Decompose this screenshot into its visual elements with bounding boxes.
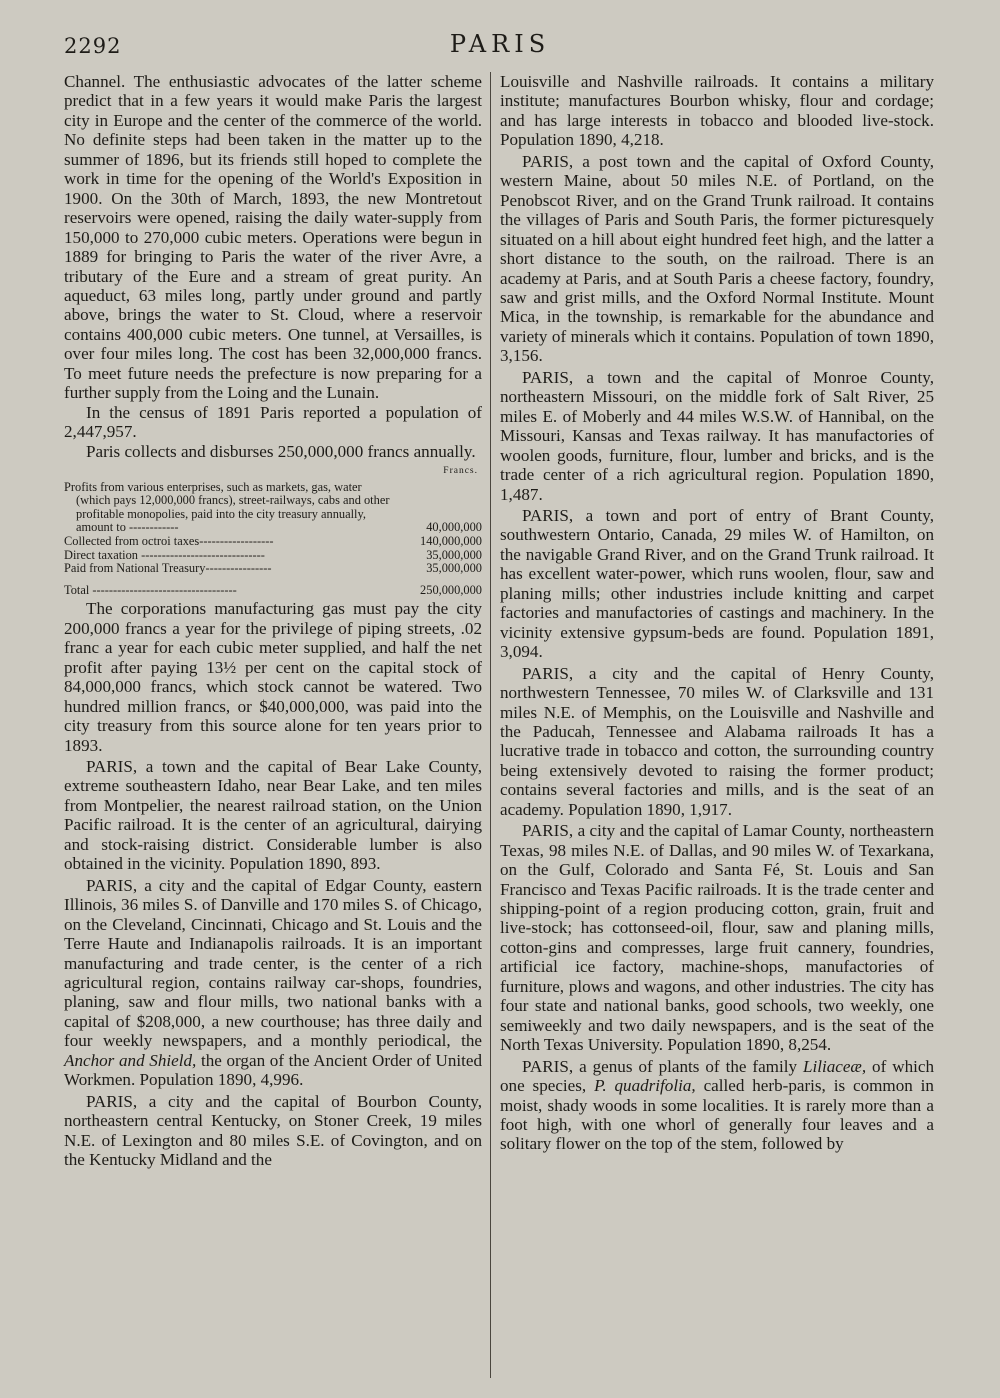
- entry-text: called herb-paris, is common in moist, shady woods in some localities. It is rarely more than a foot high, with one whorl of generally four leaves and a solitary flower on the top of the stem, followed by: [500, 1076, 934, 1154]
- right-column: [500, 72, 934, 1154]
- row-value: 35,000,000: [426, 547, 482, 562]
- row-label: Direct taxation ------------------------------: [64, 547, 265, 562]
- row-value: 35,000,000: [426, 561, 482, 576]
- entry-paris-texas: PARIS, a city and the capital of Lamar County, northeastern Texas, 98 miles N.E. of Dallas, and 90 miles W. of Texarkana, on the Gulf, Colorado and Santa Fé, St. Louis and San Francisco and Texas Pacific railroads. It is the trade center and shipping-point of a region producing cotton, grain, fruit and live-stock; has cottonseed-oil, flour, saw and planing mills, cotton-gins and compresses, large fruit cannery, foundries, artificial ice factory, machine-shops, manufactories of furniture, plows and wagons, and other industries. The city has four state and national banks, good schools, two weekly, one semiweekly and two daily newspapers, and is the seat of the North Texas University. Population 1890, 8,254.: [500, 821, 934, 1055]
- column-divider: [490, 72, 491, 1378]
- table-row: [64, 481, 482, 535]
- table-row: [64, 562, 482, 576]
- paragraph-gas: The corporations manufacturing gas must pay the city 200,000 francs a year for the privilege of piping streets, .02 franc a year for each cubic meter supplied, and half the net profit after paying 13½ per cent on the capital stock of 84,000,000 francs, which stock cannot be watered. Two hundred million francs, or $40,000,000, was paid into the city treasury from this source alone for ten years prior to 1893.: [64, 599, 482, 755]
- table-row: [64, 549, 482, 563]
- entry-paris-maine: PARIS, a post town and the capital of Oxford County, western Maine, about 50 miles N.E. of Portland, on the Penobscot River, and on the Grand Trunk railroad. It contains the villages of Paris and South Paris, the former picturesquely situated on a hill about eight hundred feet high, and the latter a short distance to the south, on the railroad. There is an academy at Paris, and at South Paris a cheese factory, foundry, saw and grist mills, and the Oxford Normal Institute. Mount Mica, in the township, is remarkable for the abundance and variety of minerals which it contains. Population of town 1890, 3,156.: [500, 151, 934, 366]
- row-label: Profits from various enterprises, such as markets, gas, water (which pays 12,000,000 francs), street-railways, cabs and other profitable monopolies, paid into the city treasury annually, amount to ------------: [64, 479, 390, 535]
- table-column-header: Francs.: [443, 466, 478, 477]
- family-name: Liliaceæ,: [802, 1056, 867, 1076]
- paragraph-census: In the census of 1891 Paris reported a population of 2,447,957.: [64, 402, 482, 442]
- row-value: 140,000,000: [420, 534, 482, 549]
- entry-text: PARIS, a genus of plants of the family: [522, 1056, 803, 1076]
- total-value: 250,000,000: [420, 582, 482, 597]
- entry-paris-missouri: PARIS, a town and the capital of Monroe County, northeastern Missouri, on the middle fork of Salt River, 25 miles E. of Moberly and 44 miles W.S.W. of Hannibal, on the Missouri, Kansas and Texas railway. It has manufactories of woolen goods, furniture, flour, lumber and bricks, and is the trade center of a rich agricultural region. Population 1890, 1,487.: [500, 367, 934, 504]
- paragraph-revenue: Paris collects and disburses 250,000,000 francs annually.: [86, 441, 476, 461]
- entry-text: PARIS, a city and the capital of Edgar County, eastern Illinois, 36 miles S. of Danville and 170 miles S. of Chicago, on the Cleveland, Cincinnati, Chicago and St. Louis and the Terre Haute and Indianapolis railroads. It is an important manufacturing and trade center, is the center of a rich agricultural region, contains railway car-shops, foundries, planing, saw and flour mills, two national banks with a capital of $208,000, a new courthouse; has three daily and four weekly newspapers, and a monthly periodical, the: [64, 875, 482, 1051]
- finance-table: [64, 465, 482, 597]
- paragraph-kentucky-continued: Louisville and Nashville railroads. It contains a military institute; manufactures Bourbon whisky, flour and cordage; and has large interests in tobacco and blooded live-stock. Population 1890, 4,218.: [500, 72, 934, 150]
- table-total-row: [64, 584, 482, 598]
- entry-text: the organ of the Ancient Order of United Workmen. Population 1890, 4,996.: [64, 1050, 482, 1090]
- paragraph-continued: Channel. The enthusiastic advocates of the latter scheme predict that in a few years it would make Paris the largest city in Europe and the center of the commerce of the world. No definite steps had been taken in the matter up to the summer of 1896, but its friends still hoped to complete the work in time for the opening of the World's Exposition in 1900. On the 30th of March, 1893, the new Montretout reservoirs were opened, raising the daily water-supply from 150,000 to 270,000 cubic meters. Operations were begun in 1889 for bringing to Paris the water of the river Avre, a tributary of the Eure and a stream of great purity. An aqueduct, 63 miles long, partly under ground and partly above, brings the water to St. Cloud, where a reservoir contains 400,000 cubic meters. One tunnel, at Versailles, is over four miles long. The cost has been 32,000,000 francs. To meet future needs the prefecture is now preparing for a further supply from the Loing and the Lunain.: [64, 72, 482, 403]
- entry-paris-ontario: PARIS, a town and port of entry of Brant County, southwestern Ontario, Canada, 29 miles W. of Hamilton, on the navigable Grand River, and on the Grand Trunk railroad. It has excellent water-power, which runs woolen, flour, saw and planing mills; other industries include knitting and carpet factories and manufactories of castings and machinery. In the vicinity extensive gypsum-beds are found. Population 1891, 3,094.: [500, 505, 934, 662]
- left-column: [64, 72, 482, 1170]
- page-number: 2292: [64, 34, 122, 58]
- periodical-title: Anchor and Shield,: [64, 1050, 197, 1070]
- entry-text: of which one species,: [500, 1056, 935, 1096]
- row-label: Paid from National Treasury----------------: [64, 561, 272, 576]
- row-label: Collected from octroi taxes------------------: [64, 534, 274, 549]
- entry-paris-tennessee: PARIS, a city and the capital of Henry County, northwestern Tennessee, 70 miles W. of Clarksville and 131 miles N.E. of Memphis, on the Louisville and Nashville and the Paducah, Tennessee and Alabama railroads It has a lucrative trade in tobacco and cotton, the surrounding country being extensively devoted to raising the former product; contains several factories and mills, and is the seat of an academy. Population 1890, 1,917.: [500, 663, 934, 819]
- entry-paris-idaho: PARIS, a town and the capital of Bear Lake County, extreme southeastern Idaho, near Bear Lake, and ten miles from Montpelier, the nearest railroad station, on the Union Pacific railroad. It is the center of an agricultural, dairying and stock-raising district. Considerable lumber is also obtained in the vicinity. Population 1890, 893.: [64, 757, 482, 874]
- entry-paris-illinois: [64, 876, 482, 1090]
- row-value: 40,000,000: [426, 520, 482, 535]
- table-row: [64, 535, 482, 549]
- total-label: Total -----------------------------------: [64, 582, 237, 597]
- entry-paris-plant: [500, 1057, 934, 1154]
- running-title: PARIS: [449, 30, 551, 58]
- species-name: P. quadrifolia,: [594, 1076, 696, 1096]
- entry-paris-kentucky: PARIS, a city and the capital of Bourbon County, northeastern central Kentucky, on Stoner Creek, 19 miles N.E. of Lexington and 80 miles S.E. of Covington, and on the Kentucky Midland and the: [64, 1091, 482, 1170]
